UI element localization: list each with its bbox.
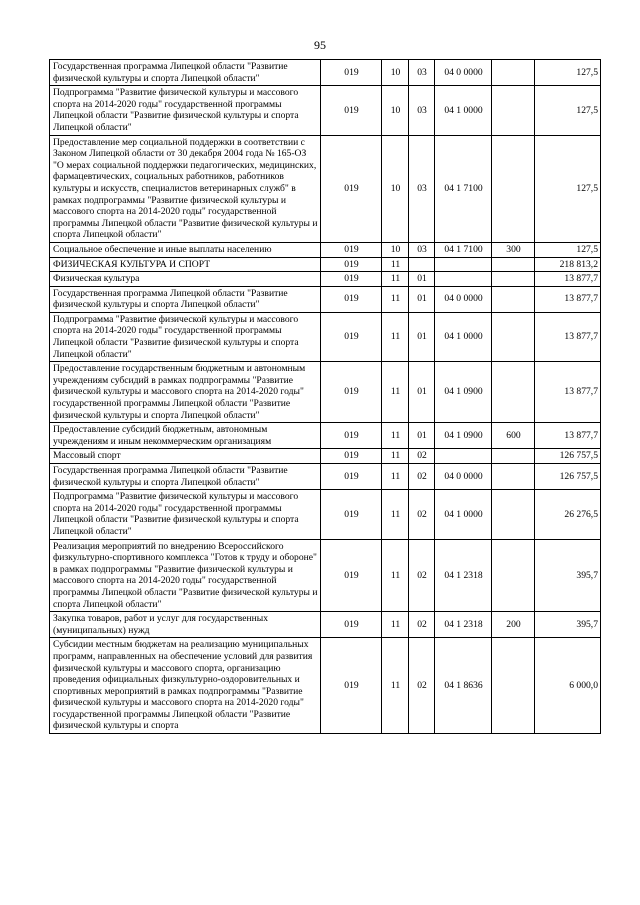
section-code: 11 <box>382 312 409 361</box>
ministry-code: 019 <box>321 638 382 734</box>
section-code: 11 <box>382 423 409 449</box>
ministry-code: 019 <box>321 60 382 86</box>
expense-type-code <box>492 86 535 135</box>
target-article-code <box>435 257 492 272</box>
amount: 13 877,7 <box>535 362 601 423</box>
expense-type-code <box>492 257 535 272</box>
section-code: 11 <box>382 257 409 272</box>
target-article-code <box>435 272 492 287</box>
amount: 395,7 <box>535 539 601 612</box>
section-code: 11 <box>382 490 409 539</box>
row-name: Государственная программа Липецкой области "Развитие физической культуры и спорта Липецкой области" <box>50 60 321 86</box>
ministry-code: 019 <box>321 86 382 135</box>
subsection-code: 02 <box>409 612 435 638</box>
expense-type-code <box>492 312 535 361</box>
amount: 126 757,5 <box>535 449 601 464</box>
ministry-code: 019 <box>321 612 382 638</box>
section-code: 11 <box>382 612 409 638</box>
table-row <box>50 60 601 86</box>
subsection-code: 03 <box>409 60 435 86</box>
row-name: Подпрограмма "Развитие физической культуры и массового спорта на 2014-2020 годы" государственной программы Липецкой области "Развитие физической культуры и спорта Липецкой области" <box>50 86 321 135</box>
amount: 26 276,5 <box>535 490 601 539</box>
expense-type-code <box>492 464 535 490</box>
subsection-code: 02 <box>409 464 435 490</box>
target-article-code: 04 1 0900 <box>435 362 492 423</box>
subsection-code: 02 <box>409 490 435 539</box>
table-row <box>50 449 601 464</box>
row-name: Предоставление субсидий бюджетным, автономным учреждениям и иным некоммерческим организациям <box>50 423 321 449</box>
subsection-code: 01 <box>409 423 435 449</box>
ministry-code: 019 <box>321 135 382 242</box>
section-code: 11 <box>382 449 409 464</box>
row-name: Государственная программа Липецкой области "Развитие физической культуры и спорта Липецкой области" <box>50 464 321 490</box>
table-row <box>50 257 601 272</box>
subsection-code: 03 <box>409 242 435 257</box>
expense-type-code: 600 <box>492 423 535 449</box>
target-article-code <box>435 449 492 464</box>
amount: 127,5 <box>535 86 601 135</box>
table-row <box>50 464 601 490</box>
subsection-code <box>409 257 435 272</box>
amount: 13 877,7 <box>535 423 601 449</box>
section-code: 11 <box>382 286 409 312</box>
expense-type-code <box>492 286 535 312</box>
ministry-code: 019 <box>321 449 382 464</box>
ministry-code: 019 <box>321 242 382 257</box>
section-code: 10 <box>382 135 409 242</box>
section-code: 11 <box>382 539 409 612</box>
amount: 13 877,7 <box>535 272 601 287</box>
expense-type-code <box>492 490 535 539</box>
ministry-code: 019 <box>321 490 382 539</box>
target-article-code: 04 1 8636 <box>435 638 492 734</box>
section-code: 10 <box>382 60 409 86</box>
row-name: Закупка товаров, работ и услуг для государственных (муниципальных) нужд <box>50 612 321 638</box>
subsection-code: 02 <box>409 638 435 734</box>
subsection-code: 01 <box>409 362 435 423</box>
ministry-code: 019 <box>321 423 382 449</box>
subsection-code: 03 <box>409 86 435 135</box>
target-article-code: 04 0 0000 <box>435 464 492 490</box>
section-code: 10 <box>382 86 409 135</box>
row-name: Субсидии местным бюджетам на реализацию муниципальных программ, направленных на обеспечение условий для развития физической культуры и массового спорта, организацию проведения официальных физкультурно-оздоровительных и спортивных мероприятий в рамках подпрограммы "Развитие физической культуры и массового спорта на 2014-2020 годы" государственной программы Липецкой области "Развитие физической культуры и спорта <box>50 638 321 734</box>
subsection-code: 02 <box>409 449 435 464</box>
row-name: Подпрограмма "Развитие физической культуры и массового спорта на 2014-2020 годы" государственной программы Липецкой области "Развитие физической культуры и спорта Липецкой области" <box>50 312 321 361</box>
row-name: ФИЗИЧЕСКАЯ КУЛЬТУРА И СПОРТ <box>50 257 321 272</box>
row-name: Предоставление мер социальной поддержки в соответствии с Законом Липецкой области от 30 декабря 2004 года № 165-ОЗ "О мерах социальной поддержки педагогических, медицинских, фармацевтических, социальных работников, работников культуры и искусств, специалистов ветеринарных служб" в рамках подпрограммы "Развитие физической культуры и массового спорта на 2014-2020 годы" государственной программы Липецкой области "Развитие физической культуры и спорта Липецкой области" <box>50 135 321 242</box>
row-name: Реализация мероприятий по внедрению Всероссийского физкультурно-спортивного комплекса "Готов к труду и обороне" в рамках подпрограммы "Развитие физической культуры и массового спорта на 2014-2020 годы" государственной программы Липецкой области "Развитие физической культуры и спорта Липецкой области" <box>50 539 321 612</box>
budget-table <box>49 59 601 734</box>
ministry-code: 019 <box>321 362 382 423</box>
section-code: 11 <box>382 638 409 734</box>
target-article-code: 04 0 0000 <box>435 60 492 86</box>
target-article-code: 04 1 2318 <box>435 612 492 638</box>
expense-type-code <box>492 449 535 464</box>
section-code: 11 <box>382 272 409 287</box>
section-code: 11 <box>382 362 409 423</box>
row-name: Массовый спорт <box>50 449 321 464</box>
amount: 127,5 <box>535 242 601 257</box>
target-article-code: 04 0 0000 <box>435 286 492 312</box>
target-article-code: 04 1 0900 <box>435 423 492 449</box>
ministry-code: 019 <box>321 286 382 312</box>
table-row <box>50 242 601 257</box>
expense-type-code <box>492 638 535 734</box>
section-code: 10 <box>382 242 409 257</box>
expense-type-code <box>492 362 535 423</box>
ministry-code: 019 <box>321 257 382 272</box>
table-row <box>50 272 601 287</box>
target-article-code: 04 1 2318 <box>435 539 492 612</box>
table-row <box>50 612 601 638</box>
table-row <box>50 423 601 449</box>
amount: 127,5 <box>535 60 601 86</box>
expense-type-code <box>492 272 535 287</box>
table-row <box>50 490 601 539</box>
section-code: 11 <box>382 464 409 490</box>
expense-type-code <box>492 60 535 86</box>
amount: 395,7 <box>535 612 601 638</box>
row-name: Предоставление государственным бюджетным и автономным учреждениям субсидий в рамках подпрограммы "Развитие физической культуры и массового спорта на 2014-2020 годы" государственной программы Липецкой области "Развитие физической культуры и спорта Липецкой области" <box>50 362 321 423</box>
subsection-code: 02 <box>409 539 435 612</box>
table-row <box>50 638 601 734</box>
subsection-code: 01 <box>409 272 435 287</box>
amount: 6 000,0 <box>535 638 601 734</box>
page-number: 95 <box>314 38 326 52</box>
ministry-code: 019 <box>321 272 382 287</box>
target-article-code: 04 1 7100 <box>435 242 492 257</box>
amount: 13 877,7 <box>535 286 601 312</box>
table-row <box>50 135 601 242</box>
ministry-code: 019 <box>321 539 382 612</box>
target-article-code: 04 1 0000 <box>435 86 492 135</box>
table-row <box>50 86 601 135</box>
amount: 127,5 <box>535 135 601 242</box>
target-article-code: 04 1 7100 <box>435 135 492 242</box>
table-row <box>50 362 601 423</box>
target-article-code: 04 1 0000 <box>435 312 492 361</box>
target-article-code: 04 1 0000 <box>435 490 492 539</box>
row-name: Подпрограмма "Развитие физической культуры и массового спорта на 2014-2020 годы" государственной программы Липецкой области "Развитие физической культуры и спорта Липецкой области" <box>50 490 321 539</box>
table-row <box>50 312 601 361</box>
expense-type-code: 200 <box>492 612 535 638</box>
expense-type-code: 300 <box>492 242 535 257</box>
ministry-code: 019 <box>321 464 382 490</box>
amount: 126 757,5 <box>535 464 601 490</box>
table-row <box>50 539 601 612</box>
row-name: Социальное обеспечение и иные выплаты населению <box>50 242 321 257</box>
row-name: Государственная программа Липецкой области "Развитие физической культуры и спорта Липецкой области" <box>50 286 321 312</box>
row-name: Физическая культура <box>50 272 321 287</box>
expense-type-code <box>492 539 535 612</box>
budget-table-body <box>50 60 601 734</box>
subsection-code: 01 <box>409 312 435 361</box>
amount: 218 813,2 <box>535 257 601 272</box>
expense-type-code <box>492 135 535 242</box>
subsection-code: 01 <box>409 286 435 312</box>
table-row <box>50 286 601 312</box>
subsection-code: 03 <box>409 135 435 242</box>
amount: 13 877,7 <box>535 312 601 361</box>
ministry-code: 019 <box>321 312 382 361</box>
